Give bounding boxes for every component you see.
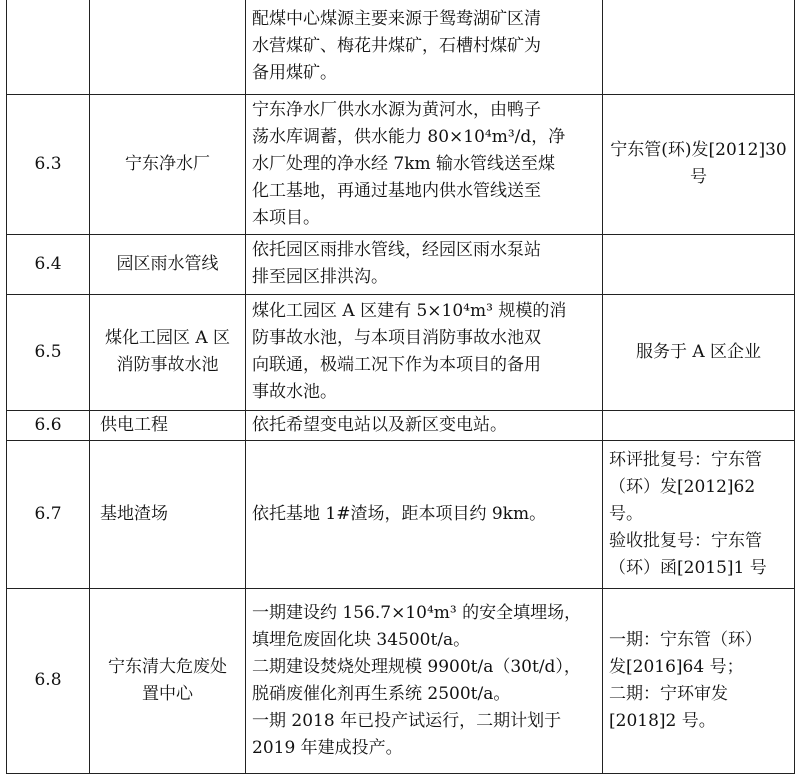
row-number: 6.5 (7, 294, 90, 410)
table-row (7, 0, 795, 94)
row-note: 宁东管(环)发[2012]30 号 (603, 94, 795, 234)
row-number (7, 0, 90, 94)
table-row (7, 440, 795, 588)
document-page (6, 0, 794, 777)
row-number: 6.4 (7, 234, 90, 294)
row-number: 6.7 (7, 440, 90, 588)
row-number: 6.8 (7, 588, 90, 773)
row-content: 一期建设约 156.7×10⁴m³ 的安全填埋场， 填埋危废固化块 34500t/a。 二期建设焚烧处理规模 9900t/a（30t/d）， 脱硝废催化剂再生系统 2500t/a。 一期 2018 年已投产试运行，二期计划于 2019 年建成投产。 (246, 588, 603, 773)
row-note: 环评批复号：宁东管 （环）发[2012]62 号。 验收批复号：宁东管 （环）函[2015]1 号 (603, 440, 795, 588)
row-note (603, 234, 795, 294)
row-name: 宁东净水厂 (90, 94, 246, 234)
row-content: 宁东净水厂供水水源为黄河水，由鸭子 荡水库调蓄，供水能力 80×10⁴m³/d，净 水厂处理的净水经 7km 输水管线送至煤 化工基地，再通过基地内供水管线送至 本项目。 (246, 94, 603, 234)
row-content: 煤化工园区 A 区建有 5×10⁴m³ 规模的消 防事故水池，与本项目消防事故水池双 向联通，极端工况下作为本项目的备用 事故水池。 (246, 294, 603, 410)
table-row (7, 94, 795, 234)
row-name: 宁东清大危废处 置中心 (90, 588, 246, 773)
row-content: 依托园区雨排水管线，经园区雨水泵站 排至园区排洪沟。 (246, 234, 603, 294)
row-number: 6.3 (7, 94, 90, 234)
project-table (6, 0, 795, 774)
row-name: 供电工程 (90, 410, 246, 440)
table-row (7, 588, 795, 773)
row-name: 煤化工园区 A 区 消防事故水池 (90, 294, 246, 410)
row-content: 配煤中心煤源主要来源于鸳鸯湖矿区清 水营煤矿、梅花井煤矿，石槽村煤矿为 备用煤矿。 (246, 0, 603, 94)
row-name: 园区雨水管线 (90, 234, 246, 294)
row-content: 依托基地 1#渣场，距本项目约 9km。 (246, 440, 603, 588)
row-note (603, 0, 795, 94)
row-content: 依托希望变电站以及新区变电站。 (246, 410, 603, 440)
row-note: 一期：宁东管（环） 发[2016]64 号； 二期：宁环审发 [2018]2 号。 (603, 588, 795, 773)
table-row (7, 294, 795, 410)
row-name: 基地渣场 (90, 440, 246, 588)
row-note (603, 410, 795, 440)
table-row (7, 410, 795, 440)
row-number: 6.6 (7, 410, 90, 440)
row-name (90, 0, 246, 94)
row-note: 服务于 A 区企业 (603, 294, 795, 410)
table-row (7, 234, 795, 294)
